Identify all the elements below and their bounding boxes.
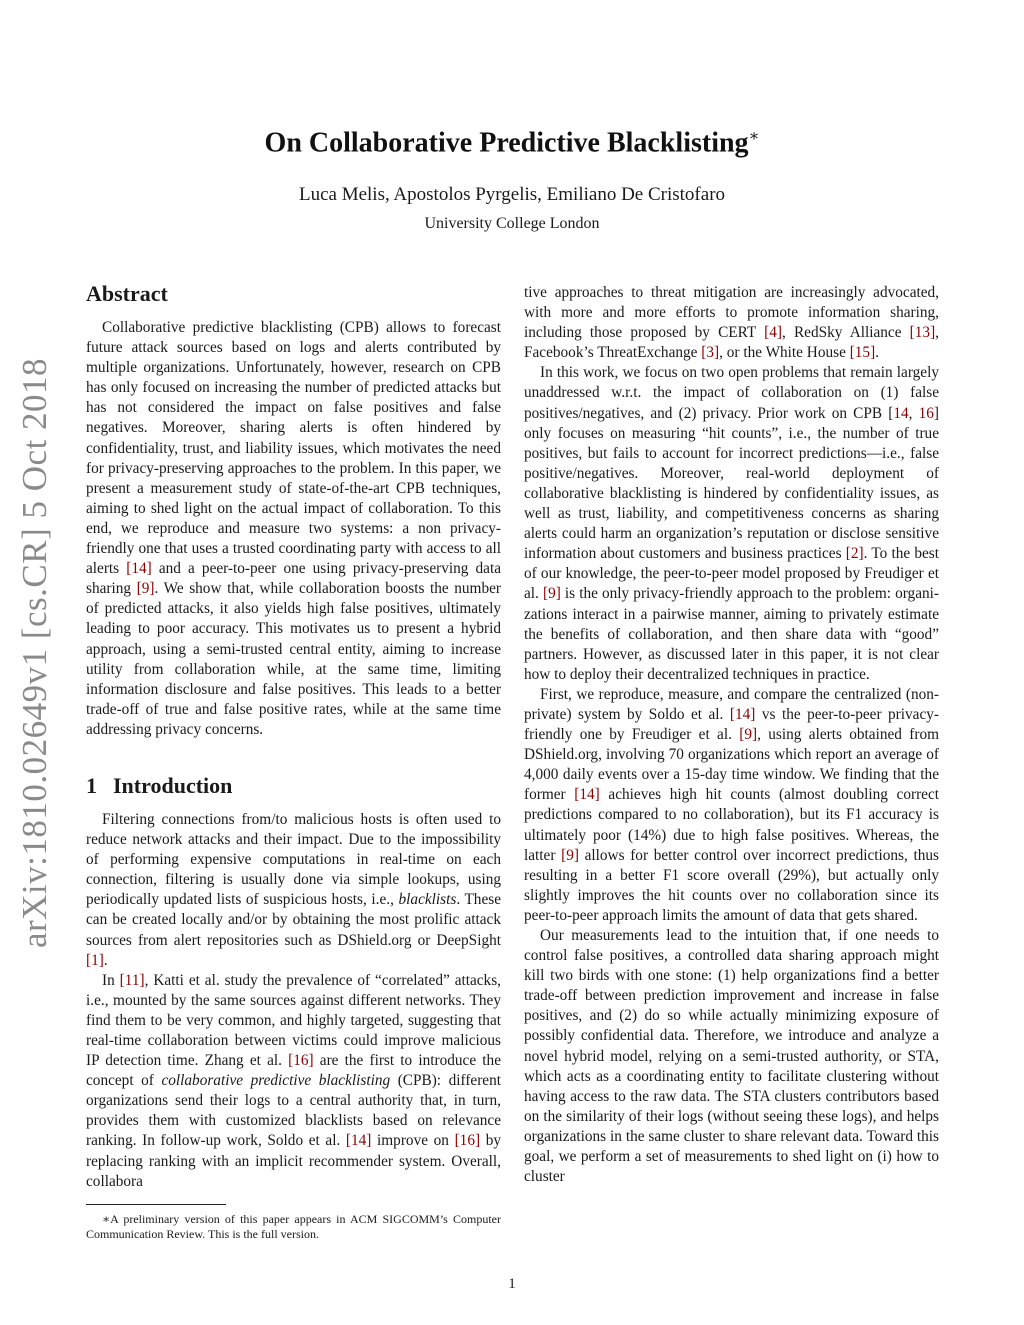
footnote — [86, 1204, 501, 1242]
section-number: 1 — [86, 772, 97, 798]
intro-paragraph-1 — [86, 810, 501, 971]
text-run: In — [102, 971, 120, 989]
emphasized-term: collaborative predictive blacklisting — [161, 1072, 391, 1090]
text-run: , — [908, 404, 919, 422]
text-run: by replacing ranking with an implicit recommender system. Overall, collabora — [86, 1132, 502, 1190]
text-run: In this work, we focus on two open problems that remain largely unaddressed w.r.t. the impact of collaboration on (1) false positives/negatives, and (2) privacy. Prior work on CPB [ — [524, 364, 939, 422]
text-run: tive approaches to threat mitigation are increasingly advocated, with more and more efforts to promote information sharing, including those proposed by CERT — [524, 284, 939, 342]
text-run: First, we reproduce, measure, and compare the centralized (non-private) system by Soldo et al. — [524, 685, 939, 723]
emphasized-term: blacklists — [398, 891, 457, 909]
intro-paragraph-3 — [524, 363, 939, 685]
text-run: vs the peer-to-peer privacy-friendly one by Freudiger et al. — [524, 705, 939, 744]
citation-link[interactable]: [16] — [288, 1052, 314, 1070]
citation-link[interactable]: [14] — [345, 1132, 372, 1150]
paper-affiliation: University College London — [424, 215, 600, 232]
citation-link[interactable]: [14] — [729, 705, 756, 723]
section-title: Introduction — [113, 772, 233, 798]
text-run: . To the best of our knowledge, the peer-to-peer model proposed by Freudiger et al. — [524, 545, 939, 603]
citation-link[interactable]: [9] — [561, 846, 579, 864]
citation-link[interactable]: [14] — [574, 786, 600, 804]
text-run: , or the White House — [719, 344, 850, 362]
citation-link[interactable]: [9] — [739, 726, 758, 744]
intro-paragraph-4 — [524, 685, 939, 926]
citation-link[interactable]: [15] — [849, 344, 876, 362]
abstract-paragraph — [86, 318, 501, 740]
text-run: Collaborative predictive blacklisting (CPB) allows to forecast future attack sources based on logs and alerts contributed by multiple organizations. Unfortunately, however, research on CPB has only focused on increasing the number of predicted attacks but has not considered the impact on false positives and false negatives. Moreover, sharing alerts is often hindered by confidentiality, trust, and liability issues, which motivates the need for privacy-preserving approaches to the problem. In this paper, we present a measurement study of state-of-the-art CPB techniques, aiming to shed light on the actual impact of collaboration. To this end, we reproduce and measure two systems: a non privacy-friendly one that uses a trusted coordinating party with access to all alerts — [86, 319, 501, 578]
intro-paragraph-5 — [524, 926, 939, 1187]
arxiv-identifier: arXiv:1810.02649v1 [cs.CR] 5 Oct 2018 — [15, 357, 55, 948]
right-column — [524, 283, 939, 1187]
text-run: are the first to introduce the concept of — [86, 1052, 501, 1090]
introduction-heading — [86, 772, 501, 800]
abstract-heading: Abstract — [86, 281, 168, 306]
citation-link[interactable]: [16] — [454, 1132, 481, 1150]
intro-paragraph-continued — [524, 283, 939, 363]
footnote-text: ∗A preliminary version of this paper appears in ACM SIGCOMM’s Computer Communication Review. This is the full version. — [86, 1212, 501, 1241]
footnote-rule — [86, 1204, 226, 1205]
intro-paragraph-2 — [86, 971, 501, 1192]
text-run: , RedSky Alliance — [781, 324, 910, 342]
page-number: 1 — [508, 1276, 516, 1292]
citation-link[interactable]: 14 — [893, 404, 909, 422]
citation-link[interactable]: [4] — [764, 324, 782, 342]
text-run: , using alerts obtained from DShield.org, involving 70 organizations which report an average of 4,000 daily events over a 15-day time window. We finding that the former — [524, 726, 939, 804]
citation-link[interactable]: [11] — [119, 971, 145, 989]
citation-link[interactable]: [14] — [126, 560, 152, 578]
citation-link[interactable]: [9] — [136, 580, 155, 598]
citation-link[interactable]: [3] — [701, 344, 720, 362]
title-footnote-marker: ∗ — [748, 128, 760, 145]
text-run: improve on — [371, 1132, 455, 1150]
text-run: allows for better control over incorrect predictions, thus resulting in a better F1 score overall (29%), but actually only slightly improves the hit counts over no collaboration since its peer-to-peer approach limits the amount of data that gets shared. — [524, 846, 939, 924]
text-run: Our measurements lead to the intuition that, if one needs to control false positives, a controlled data sharing approach might kill two birds with one stone: (1) help organizations find a better trade-off between prediction improvement and increase in false positives, and (2) do so while actually minimizing exposure of possibly confidential data. Therefore, we introduce and analyze a novel hybrid model, relying on a semi-trusted authority, or STA, which acts as a coordinating entity to facilitate clustering without having access to the raw data. The STA clusters contributors based on the similarity of their logs (without seeing these logs), and helps organizations in the same cluster to share relevant data. Toward this goal, we perform a set of measurements to shed light on (i) how to cluster — [524, 927, 939, 1186]
paper-authors: Luca Melis, Apostolos Pyrgelis, Emiliano De Cristofaro — [298, 184, 726, 205]
citation-link[interactable]: [13] — [909, 324, 936, 342]
text-run: . — [103, 951, 108, 969]
paper-title — [0, 126, 1024, 159]
text-run: . These can be created locally and/or by obtaining the most prolific attack sources from alert repositories such as DShield.org or DeepSight — [86, 891, 501, 949]
citation-link[interactable]: [1] — [86, 951, 104, 969]
text-run: is the only privacy-friendly approach to the problem: organizations interact in a pairwise manner, aiming to privately estimate the benefits of collaboration, and then share data with “good” partners. However, as discussed later in this paper, it is not clear how to deploy their decentralized techniques in practice. — [524, 585, 939, 683]
citation-link[interactable]: [2] — [845, 545, 864, 563]
paper-title-text: On Collaborative Predictive Blacklisting — [264, 127, 749, 159]
text-run: (CPB): different organizations send their logs to a central authority that, in turn, provides them with customized blacklists based on relevance ranking. In follow-up work, Soldo et al. — [86, 1072, 501, 1150]
arxiv-identifier-stamp — [6, 357, 64, 948]
text-run: , Facebook’s ThreatExchange — [524, 324, 939, 362]
text-run: and a peer-to-peer one using privacy-preserving data sharing — [86, 560, 501, 598]
text-run: , Katti et al. study the prevalence of “correlated” attacks, i.e., mounted by the same sources against different networks. They find them to be very common, and highly targeted, suggesting that real-time collaboration between victims could improve malicious IP detection time. Zhang et al. — [86, 971, 501, 1070]
text-run: achieves high hit counts (almost doubling correct predictions compared to no collaboration), but its F1 accuracy is ultimately poor (14%) due to high false positives. Whereas, the latter — [524, 786, 940, 864]
text-run: . We show that, while collaboration boosts the number of predicted attacks, it also yields high false positives, ultimately leading to poor accuracy. This motivates us to present a hybrid approach, using a semi-trusted central entity, aiming to increase utility from collaboration while, at the same time, limiting information disclosure and false positives. This leads to a better trade-off of true and false positive rates, while at the same time addressing privacy concerns. — [86, 580, 501, 738]
text-run: . — [875, 344, 880, 362]
citation-link[interactable]: [9] — [542, 585, 561, 603]
left-column — [86, 280, 501, 1192]
citation-link[interactable]: 16 — [918, 404, 934, 422]
text-run: Filtering connections from/to malicious hosts is often used to reduce network attacks and their impact. Due to the impossibility of performing expensive computations in real-time on each connection, filtering is usually done via simple lookups, using periodically updated lists of suspicious hosts, i.e., — [86, 810, 501, 909]
text-run: ] only focuses on measuring “hit counts”, i.e., the number of true positives, but fails to account for incorrect predictions—i.e., false positive/negatives. Moreover, real-world deployment of collaborative blacklisting is hindered by confidentiality issues, as well as trust, liability, and competitiveness concerns as sharing alerts could harm an organization’s reputation or disclose sensitive information about customers and business practices — [524, 404, 939, 563]
